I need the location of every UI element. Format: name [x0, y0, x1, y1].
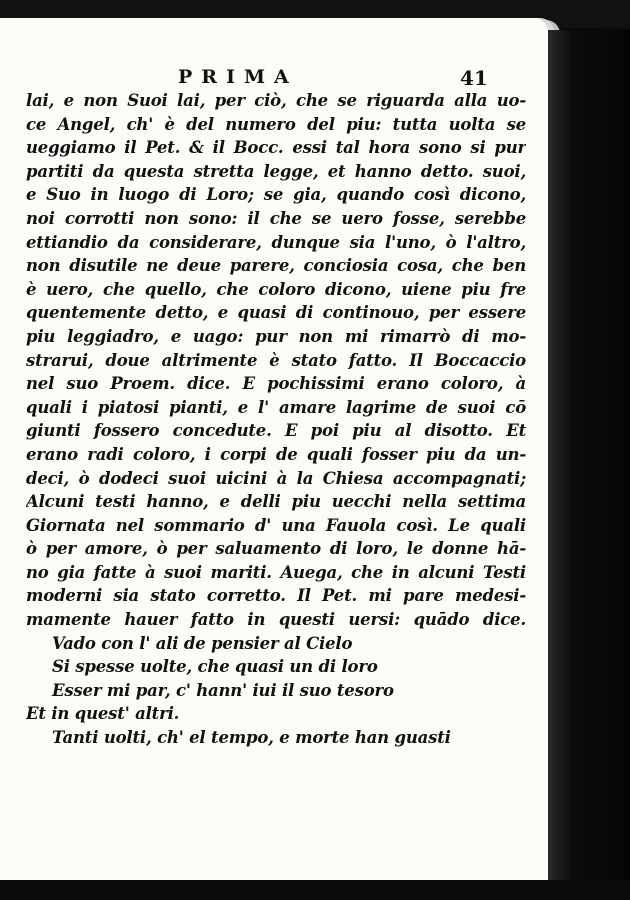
text-line: Alcuni testi hanno, e delli piu uecchi nella settima	[26, 492, 526, 512]
page-edge-shadow	[548, 30, 630, 900]
text-line: no gia fatte à suoi mariti. Auega, che in alcuni Testi	[26, 562, 526, 582]
text-line: giunti fossero concedute. E poi piu al disotto. Et	[26, 421, 526, 441]
verse-line: Esser mi par, c' hann' iui il suo tesoro	[52, 680, 394, 700]
page-number: 41	[460, 66, 488, 90]
text-line: ò per amore, ò per saluamento di loro, le donne hā-	[26, 539, 526, 559]
text-line: Giornata nel sommario d' una Fauola così. Le quali	[26, 515, 526, 535]
verse-line: Vado con l' ali de pensier al Cielo	[52, 633, 353, 653]
text-line: piu leggiadro, e uago: pur non mi rimarrò di mo-	[26, 326, 526, 346]
text-line: non disutile ne deue parere, conciosia cosa, che ben	[26, 256, 526, 276]
text-line: noi corrotti non sono: il che se uero fosse, serebbe	[26, 208, 526, 228]
text-line: quali i piatosi pianti, e l' amare lagrime de suoi cō	[26, 397, 526, 417]
text-line: e Suo in luogo di Loro; se gia, quando così dicono,	[26, 185, 526, 205]
text-line: erano radi coloro, i corpi de quali fosser piu da un-	[26, 444, 526, 464]
scan-bottom-border	[0, 880, 630, 900]
text-line: deci, ò dodeci suoi uicini à la Chiesa accompagnati;	[26, 468, 526, 488]
text-line: ettiandio da considerare, dunque sia l'uno, ò l'altro,	[26, 232, 526, 252]
text-line: ueggiamo il Pet. & il Bocc. essi tal hora sono si pur	[26, 138, 526, 158]
text-line: è uero, che quello, che coloro dicono, uiene piu fre	[26, 279, 526, 299]
text-line: lai, e non Suoi lai, per ciò, che se riguarda alla uo-	[26, 91, 526, 110]
verse-line: Tanti uolti, ch' el tempo, e morte han guasti	[52, 728, 451, 748]
connector-line: Et in quest' altri.	[26, 704, 180, 724]
text-line: nel suo Proem. dice. E pochissimi erano coloro, à	[26, 374, 526, 394]
running-head: PRIMA	[178, 66, 298, 88]
text-line: moderni sia stato corretto. Il Pet. mi pare medesi-	[26, 586, 526, 606]
text-line: mamente hauer fatto in questi uersi: quādo dice.	[26, 610, 526, 630]
verse-line: Si spesse uolte, che quasi un di loro	[52, 657, 378, 677]
text-line: quentemente detto, e quasi di continouo, per essere	[26, 303, 526, 323]
text-line: ce Angel, ch' è del numero del piu: tutta uolta se	[26, 114, 526, 134]
body-text	[26, 89, 526, 750]
text-line: partiti da questa stretta legge, et hanno detto. suoi,	[26, 161, 526, 181]
text-line: strarui, doue altrimente è stato fatto. Il Boccaccio	[26, 350, 526, 370]
